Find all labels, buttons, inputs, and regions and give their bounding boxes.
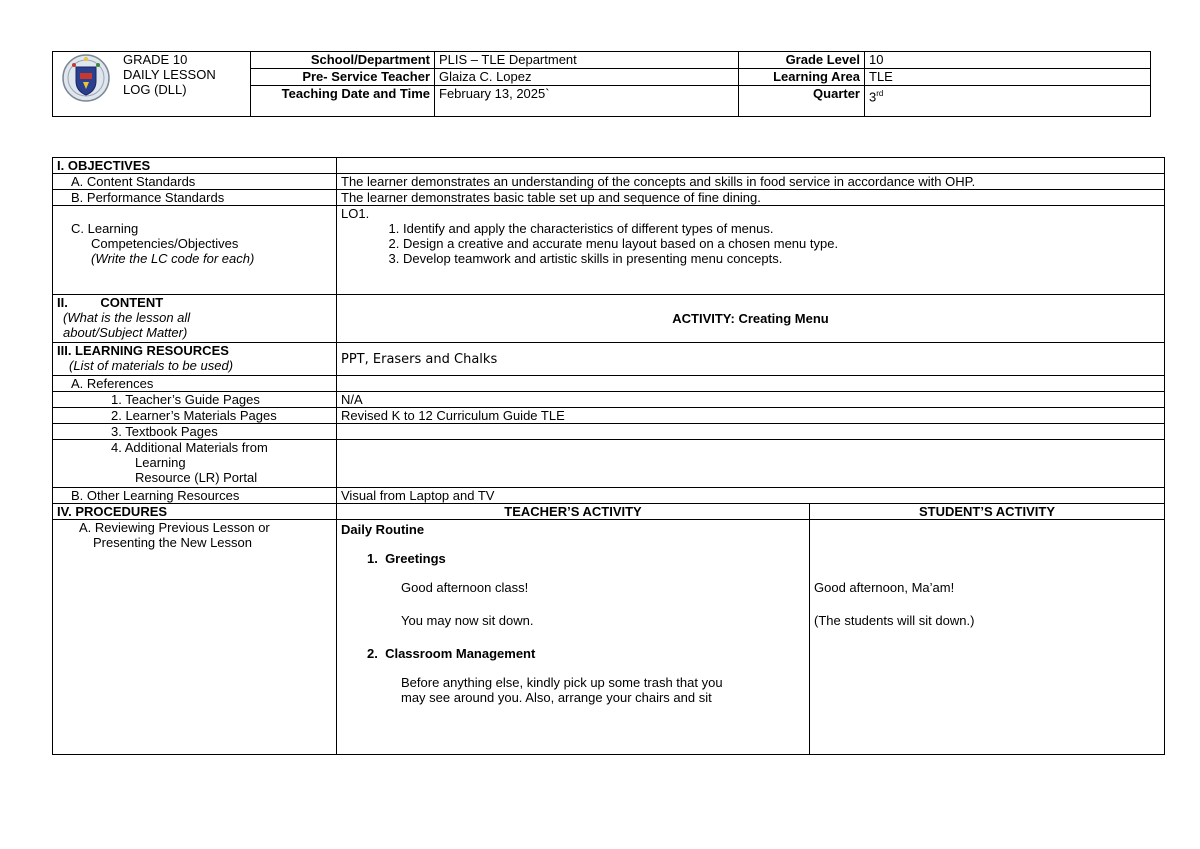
grade-level-value: 10 [865,52,1151,69]
textbook-pages-label: 3. Textbook Pages [53,424,337,440]
classroom-management-heading: 2. Classroom Management [367,646,536,661]
other-resources-value: Visual from Laptop and TV [337,488,1165,504]
list-item: 2. Design a creative and accurate menu layout based on a chosen menu type. [403,236,1160,251]
lesson-log-table [52,157,1165,755]
procedures-heading: IV. PROCEDURES [53,504,337,520]
school-department-value: PLIS – TLE Department [435,52,739,69]
student-activity-cell [810,520,1165,755]
learning-resources-label: III. LEARNING RESOURCES (List of materials to be used) [53,343,337,376]
learners-materials-label: 2. Learner’s Materials Pages [53,408,337,424]
title-line: DAILY LESSON [123,67,216,82]
list-item: 3. Develop teamwork and artistic skills in presenting menu concepts. [403,251,1160,266]
teacher-activity-heading: TEACHER’S ACTIVITY [337,504,810,520]
references-label: A. References [53,376,337,392]
additional-materials-label: 4. Additional Materials from Learning Resource (LR) Portal [53,440,337,488]
deped-seal-icon [61,53,111,103]
content-label: II. CONTENT (What is the lesson all about/Subject Matter) [53,295,337,343]
grade-level-label: Grade Level [739,52,865,69]
student-activity-heading: STUDENT’S ACTIVITY [810,504,1165,520]
teacher-value: Glaiza C. Lopez [435,69,739,86]
additional-materials-value [337,440,1165,488]
learning-area-label: Learning Area [739,69,865,86]
performance-standards-label: B. Performance Standards [53,190,337,206]
student-sit-response: (The students will sit down.) [814,613,975,628]
teaching-date-label: Teaching Date and Time [251,86,435,117]
competency-list [341,221,1160,266]
textbook-pages-value [337,424,1165,440]
objectives-heading: I. OBJECTIVES [53,158,337,174]
quarter-label: Quarter [739,86,865,117]
procedure-step-label: A. Reviewing Previous Lesson or Presenting the New Lesson [53,520,337,755]
list-item: 1. Identify and apply the characteristics of different types of menus. [403,221,1160,236]
learners-materials-value: Revised K to 12 Curriculum Guide TLE [337,408,1165,424]
content-value: ACTIVITY: Creating Menu [337,295,1165,343]
teachers-guide-label: 1. Teacher’s Guide Pages [53,392,337,408]
learning-competencies-value [337,206,1165,295]
teachers-guide-value: N/A [337,392,1165,408]
lo-code: LO1. [341,206,370,221]
learning-competencies-label: C. Learning Competencies/Objectives (Write the LC code for each) [53,206,337,295]
title-line: LOG (DLL) [123,82,187,97]
teacher-management-line: may see around you. Also, arrange your chairs and sit [401,690,712,705]
teacher-management-line: Before anything else, kindly pick up some trash that you [401,675,723,690]
title-line: GRADE 10 [123,52,188,67]
title-cell [53,52,251,117]
school-department-label: School/Department [251,52,435,69]
learning-area-value: TLE [865,69,1151,86]
student-greeting: Good afternoon, Ma’am! [814,580,955,595]
header-table [52,51,1151,117]
content-standards-value: The learner demonstrates an understanding of the concepts and skills in food service in accordance with OHP. [337,174,1165,190]
daily-routine-heading: Daily Routine [341,522,425,537]
teacher-greeting: Good afternoon class! [401,580,529,595]
greetings-heading: 1. Greetings [367,551,446,566]
other-resources-label: B. Other Learning Resources [53,488,337,504]
content-standards-label: A. Content Standards [53,174,337,190]
teacher-sit-instruction: You may now sit down. [401,613,534,628]
learning-resources-value: PPT, Erasers and Chalks [337,343,1165,376]
teacher-activity-cell [337,520,810,755]
teacher-label: Pre- Service Teacher [251,69,435,86]
teaching-date-value: February 13, 2025` [435,86,739,117]
quarter-value: 3rd [865,86,1151,117]
performance-standards-value: The learner demonstrates basic table set up and sequence of fine dining. [337,190,1165,206]
